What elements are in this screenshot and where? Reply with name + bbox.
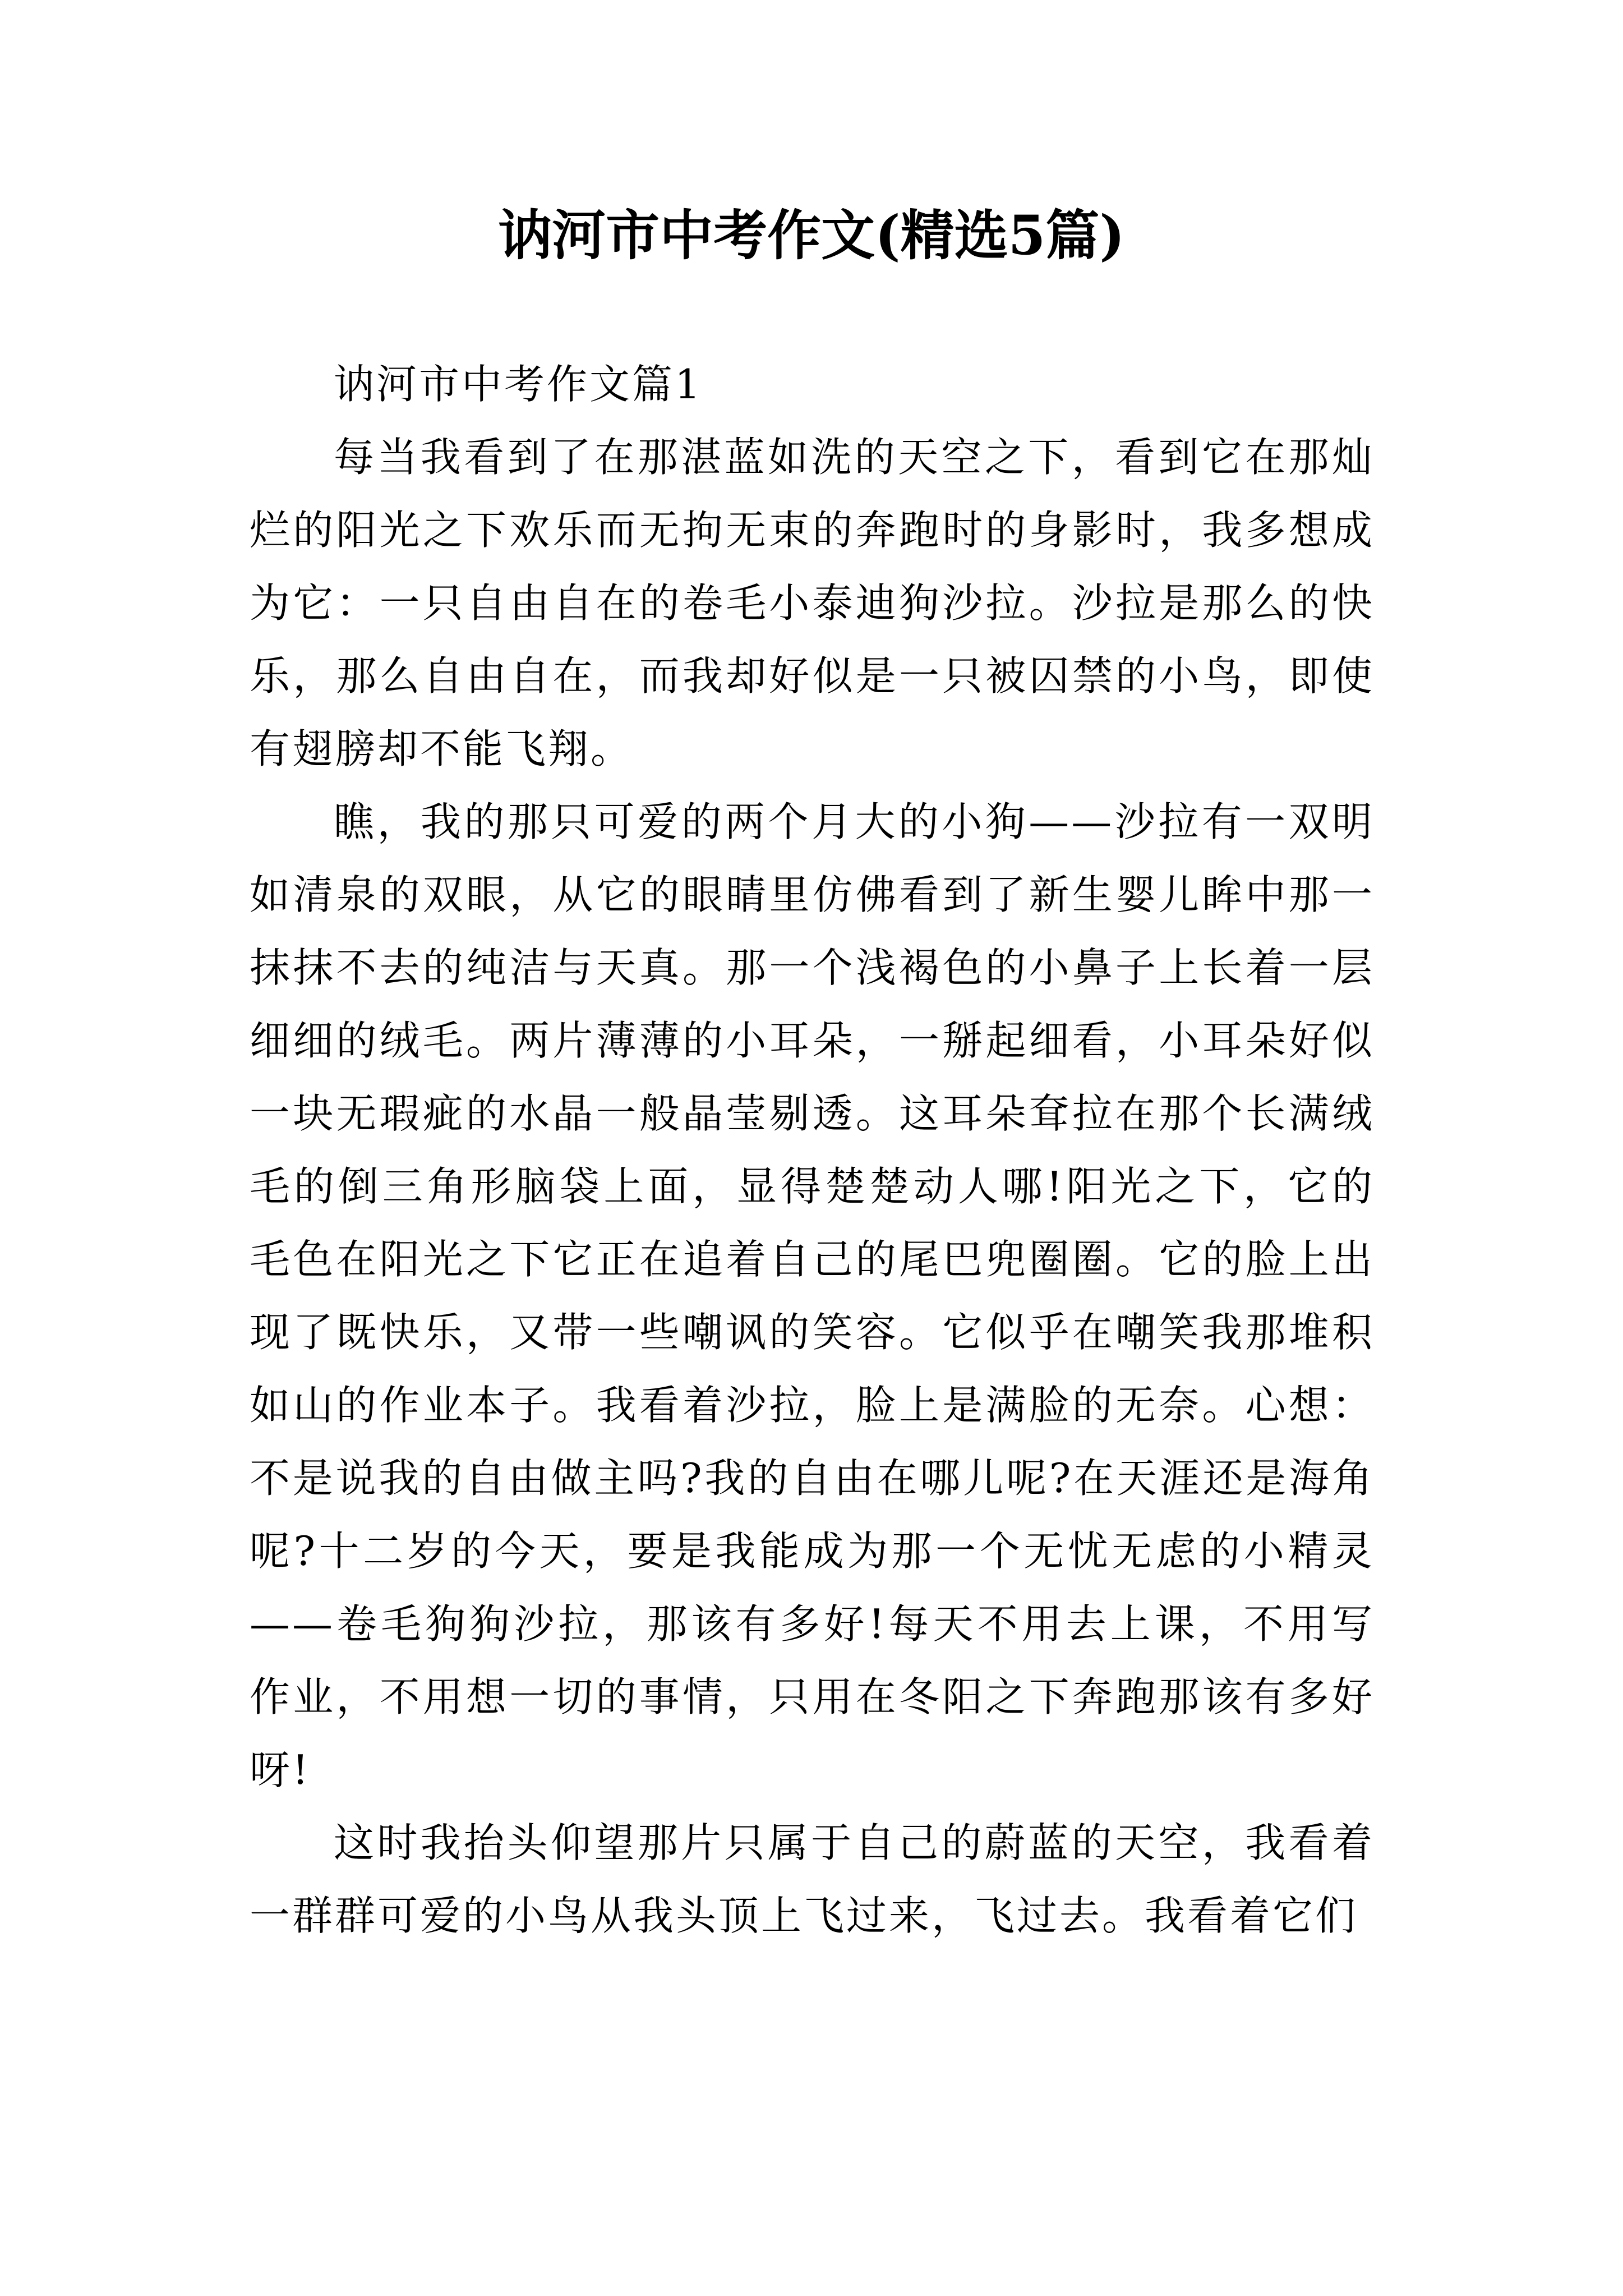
section-heading: 讷河市中考作文篇1: [334, 361, 703, 408]
paragraph: 每当我看到了在那湛蓝如洗的天空之下，看到它在那灿烂的阳光之下欢乐而无拘无束的奔跑时的身影时，我多想成为它：一只自由自在的卷毛小泰迪狗沙拉。沙拉是那么的快乐，那么自由自在，而我却好似是一只被囚禁的小鸟，即使有翅膀却不能飞翔。: [250, 434, 1375, 772]
paragraph: 瞧，我的那只可爱的两个月大的小狗——沙拉有一双明如清泉的双眼，从它的眼睛里仿佛看到了新生婴儿眸中那一抹抹不去的纯洁与天真。那一个浅褐色的小鼻子上长着一层细细的绒毛。两片薄薄的小耳朵，一掰起细看，小耳朵好似一块无瑕疵的水晶一般晶莹剔透。这耳朵耷拉在那个长满绒毛的倒三角形脑袋上面，显得楚楚动人哪!阳光之下，它的毛色在阳光之下它正在追着自己的尾巴兜圈圈。它的脸上出现了既快乐，又带一些嘲讽的笑容。它似乎在嘲笑我那堆积如山的作业本子。我看着沙拉，脸上是满脸的无奈。心想：不是说我的自由做主吗?我的自由在哪儿呢?在天涯还是海角呢?十二岁的今天，要是我能成为那一个无忧无虑的小精灵——卷毛狗狗沙拉，那该有多好!每天不用去上课，不用写作业，不用想一切的事情，只用在冬阳之下奔跑那该有多好呀!: [250, 798, 1375, 1793]
paragraph: 这时我抬头仰望那片只属于自己的蔚蓝的天空，我看着一群群可爱的小鸟从我头顶上飞过来，飞过去。我看着它们: [250, 1819, 1375, 1939]
document-body: [250, 348, 1375, 1952]
document-title: 讷河市中考作文(精选5篇): [498, 204, 1125, 267]
